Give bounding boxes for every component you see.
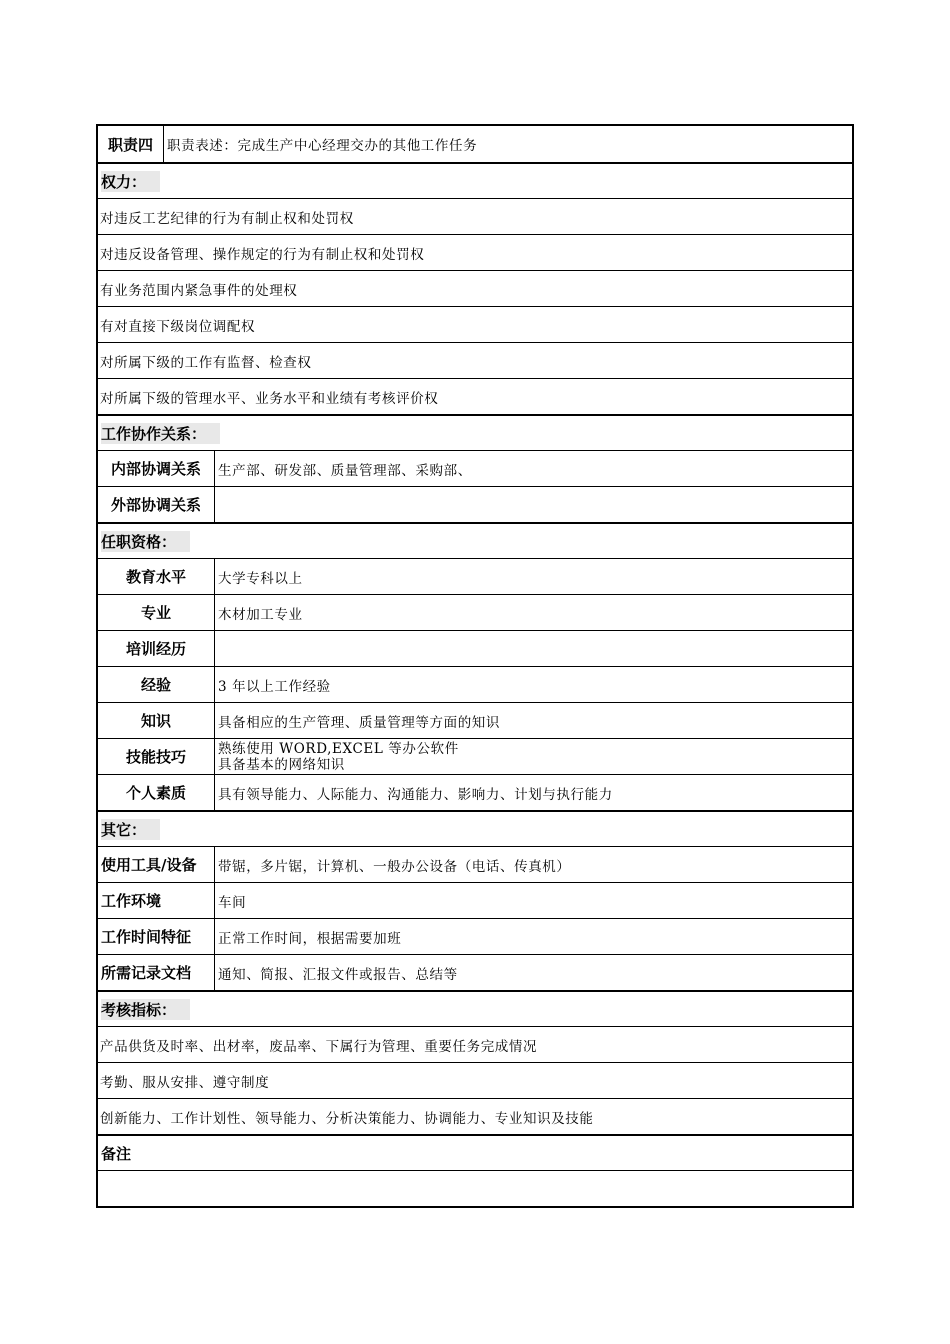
skills-label: 技能技巧 xyxy=(98,739,215,774)
authority-item xyxy=(98,306,852,342)
work-time-label: 工作时间特征 xyxy=(98,919,215,954)
assessment-item xyxy=(98,1026,852,1062)
knowledge-label: 知识 xyxy=(98,703,215,738)
training-value xyxy=(215,631,852,666)
authority-item-text: 对违反工艺纪律的行为有制止权和处罚权 xyxy=(100,210,354,227)
other-row xyxy=(98,954,852,990)
personal-quality-value: 具有领导能力、人际能力、沟通能力、影响力、计划与执行能力 xyxy=(218,786,613,803)
experience-label: 经验 xyxy=(98,667,215,702)
work-environment-value: 车间 xyxy=(218,894,247,911)
work-time-value: 正常工作时间，根据需要加班 xyxy=(218,930,402,947)
personal-quality-label: 个人素质 xyxy=(98,775,215,810)
internal-coordination-row xyxy=(98,450,852,486)
work-environment-label: 工作环境 xyxy=(98,883,215,918)
external-coordination-value xyxy=(215,487,852,522)
authority-item-text: 对所属下级的管理水平、业务水平和业绩有考核评价权 xyxy=(100,390,439,407)
job-description-table xyxy=(96,124,854,1208)
qualification-header-row xyxy=(98,522,852,558)
duty4-description: 职责表述：完成生产中心经理交办的其他工作任务 xyxy=(167,138,478,154)
authority-item xyxy=(98,198,852,234)
other-row xyxy=(98,882,852,918)
qualification-row xyxy=(98,774,852,810)
internal-coordination-value: 生产部、研发部、质量管理部、采购部、 xyxy=(218,462,472,479)
skills-line-2: 具备基本的网络知识 xyxy=(218,756,345,773)
authority-item-text: 对所属下级的工作有监督、检查权 xyxy=(100,354,312,371)
qualification-row xyxy=(98,702,852,738)
external-coordination-row xyxy=(98,486,852,522)
remarks-content-row xyxy=(98,1170,852,1206)
other-header-row xyxy=(98,810,852,846)
authority-item xyxy=(98,378,852,414)
skills-value xyxy=(215,739,852,774)
education-value: 大学专科以上 xyxy=(218,570,303,587)
tools-label: 使用工具/设备 xyxy=(98,847,215,882)
records-value: 通知、简报、汇报文件或报告、总结等 xyxy=(218,966,458,983)
assessment-item-text: 考勤、服从安排、遵守制度 xyxy=(100,1074,270,1091)
experience-value: 3 年以上工作经验 xyxy=(218,678,331,695)
assessment-header-row xyxy=(98,990,852,1026)
other-row xyxy=(98,846,852,882)
knowledge-value: 具备相应的生产管理、质量管理等方面的知识 xyxy=(218,714,500,731)
remarks-section-title: 备注 xyxy=(101,1144,132,1163)
assessment-item xyxy=(98,1062,852,1098)
assessment-item-text: 产品供货及时率、出材率，废品率、下属行为管理、重要任务完成情况 xyxy=(100,1038,538,1055)
cooperation-header-row xyxy=(98,414,852,450)
duty4-label: 职责四 xyxy=(98,126,164,162)
qualification-row xyxy=(98,558,852,594)
cooperation-section-title: 工作协作关系： xyxy=(98,416,220,450)
external-coordination-label: 外部协调关系 xyxy=(98,487,215,522)
authority-item xyxy=(98,234,852,270)
major-label: 专业 xyxy=(98,595,215,630)
training-label: 培训经历 xyxy=(98,631,215,666)
authority-item xyxy=(98,342,852,378)
qualification-row xyxy=(98,738,852,774)
qualification-row xyxy=(98,594,852,630)
authority-item-text: 有对直接下级岗位调配权 xyxy=(100,318,256,335)
assessment-item xyxy=(98,1098,852,1134)
duty4-row xyxy=(98,126,852,162)
remarks-header-row xyxy=(98,1134,852,1170)
education-label: 教育水平 xyxy=(98,559,215,594)
major-value: 木材加工专业 xyxy=(218,606,303,623)
authority-item-text: 对违反设备管理、操作规定的行为有制止权和处罚权 xyxy=(100,246,425,263)
assessment-section-title: 考核指标： xyxy=(98,992,190,1026)
records-label: 所需记录文档 xyxy=(98,955,215,990)
tools-value: 带锯，多片锯，计算机、一般办公设备（电话、传真机） xyxy=(218,858,571,875)
authority-item xyxy=(98,270,852,306)
skills-line-1: 熟练使用 WORD,EXCEL 等办公软件 xyxy=(218,740,459,757)
qualification-row xyxy=(98,630,852,666)
remarks-content xyxy=(98,1171,100,1206)
authority-item-text: 有业务范围内紧急事件的处理权 xyxy=(100,282,298,299)
authority-section-title: 权力： xyxy=(98,164,160,198)
authority-header-row xyxy=(98,162,852,198)
internal-coordination-label: 内部协调关系 xyxy=(98,451,215,486)
qualification-section-title: 任职资格： xyxy=(98,524,190,558)
assessment-item-text: 创新能力、工作计划性、领导能力、分析决策能力、协调能力、专业知识及技能 xyxy=(100,1110,594,1127)
qualification-row xyxy=(98,666,852,702)
other-section-title: 其它： xyxy=(98,812,160,846)
other-row xyxy=(98,918,852,954)
